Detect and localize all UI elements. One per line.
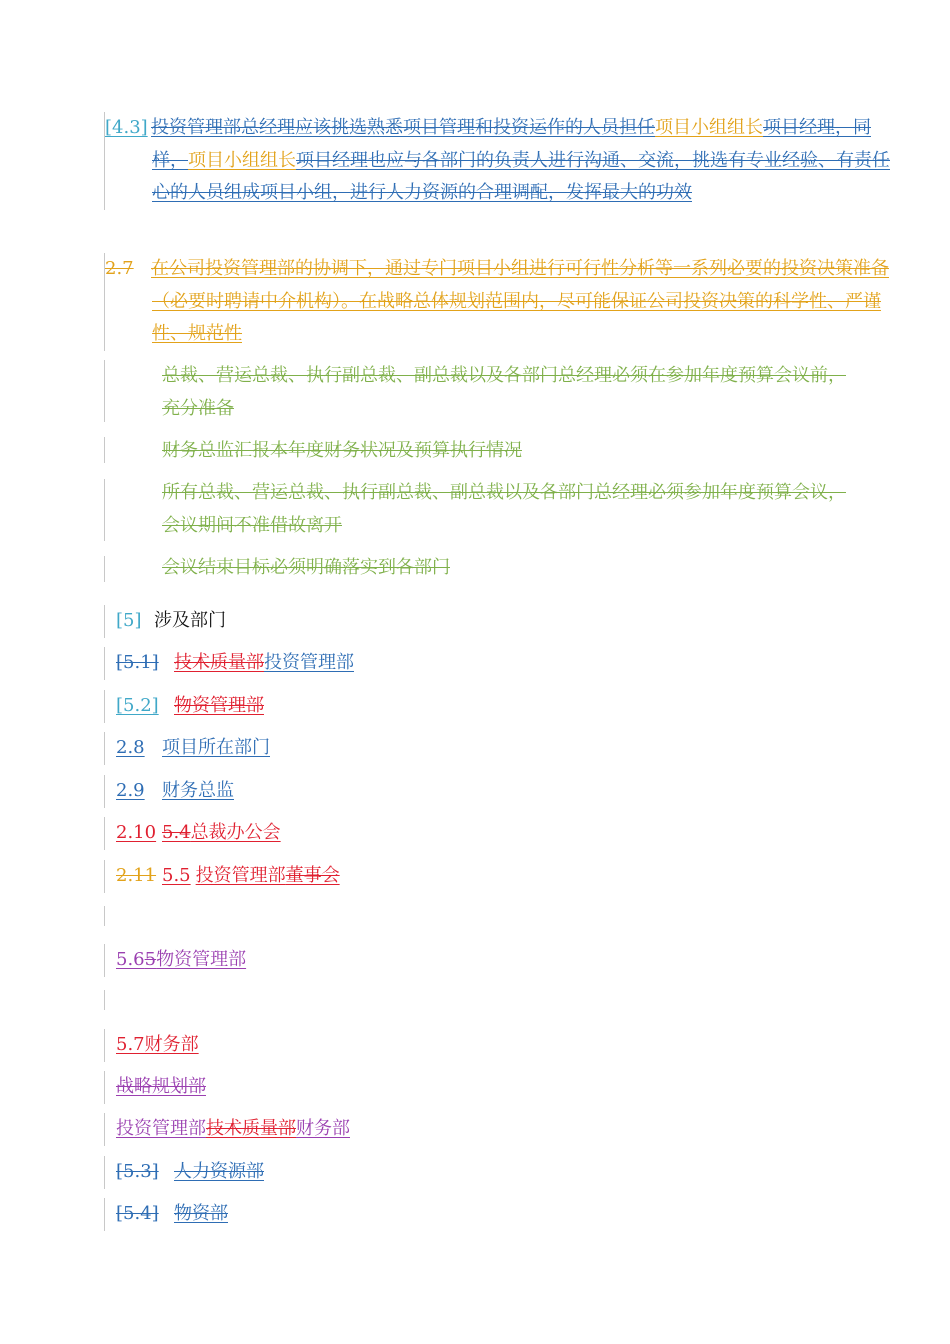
revision-text: 5.6 [116, 949, 145, 970]
revision-text: 项目经理，同样， [152, 117, 871, 171]
change-bar [104, 906, 105, 926]
revision-text: 物资管理部 [156, 949, 247, 970]
list-item-5-2 [104, 690, 866, 723]
list-item: 财务总监汇报本年度财务状况及预算执行情况 [162, 440, 522, 461]
list-item-5-7 [104, 1029, 866, 1062]
section-number: 2.9 [116, 780, 145, 801]
section-number: [5] [116, 610, 142, 631]
revision-text: 项目所在部门 [162, 737, 270, 758]
change-bar [104, 360, 105, 422]
section-number: [5.1] [116, 652, 159, 673]
change-bar [104, 556, 105, 582]
section-number: [5.3] [116, 1161, 159, 1182]
list-item-mixed [104, 1113, 866, 1146]
change-bar [104, 990, 105, 1010]
section-number: [4.3] [105, 117, 148, 138]
paragraph-4-3 [104, 112, 902, 210]
section-number: [5.2] [116, 695, 159, 716]
revision-text: 人力资源部 [174, 1161, 264, 1182]
revision-text: 投资管理部 [116, 1118, 206, 1139]
section-heading-5 [104, 605, 866, 638]
revision-text: 项目经理也应与各部门的负责人进行沟通、交流，挑选有专业经验、有责任心的人员组成项目小组，进行人力资源的合理调配，发挥最大的功效 [152, 149, 890, 203]
list-item: 所有总裁、营运总裁、执行副总裁、副总裁以及各部门总经理必须参加年度预算会议，会议期间不准借故离开 [162, 482, 846, 536]
revision-text: 技术质量部 [206, 1118, 296, 1139]
list-item-2-9 [104, 775, 866, 808]
revision-text: 总裁办公会 [190, 822, 281, 843]
revision-text: 在公司投资管理部的协调下，通过专门项目小组进行可行性分析等一系列必要的投资决策准备（必要时聘请中介机构）。在战略总体规划范围内，尽可能保证公司投资决策的科学性、严谨性、规范性 [151, 258, 889, 344]
list-item: 会议结束目标必须明确落实到各部门 [162, 557, 450, 578]
list-item-strategy [104, 1071, 866, 1104]
paragraph-2-7 [104, 253, 902, 351]
section-number: [5.4] [116, 1203, 159, 1224]
list-item-5-4 [104, 1198, 866, 1231]
revision-text: 战略规划部 [116, 1076, 206, 1097]
revision-text: 5.4 [162, 822, 191, 843]
revision-text: 技术质量部 [174, 652, 264, 673]
revision-text: 5 [144, 949, 157, 970]
list-item-5-6 [104, 944, 866, 977]
list-item-2-11 [104, 860, 866, 893]
list-item-5-1 [104, 647, 866, 680]
revision-text: 投资管理部 [264, 652, 354, 673]
list-item-2-10 [104, 817, 866, 850]
revision-text: 物资管理部 [174, 695, 264, 716]
list-item-2-8 [104, 732, 866, 765]
list-item: 总裁、营运总裁、执行副总裁、副总裁以及各部门总经理必须在参加年度预算会议前，充分准备 [162, 365, 846, 419]
revision-text: 董事会 [285, 865, 340, 886]
section-number: 2.7 [105, 258, 134, 279]
revision-text: 财务总监 [162, 780, 234, 801]
revision-text: 投资管理部 [195, 865, 286, 886]
change-bar [104, 437, 105, 463]
revision-text: 5.7财务部 [116, 1034, 199, 1055]
revision-text: 项目小组组长 [655, 117, 763, 138]
section-number: 2.10 [116, 822, 157, 843]
section-title: 涉及部门 [154, 610, 226, 631]
section-number: 2.8 [116, 737, 145, 758]
section-number: 2.11 [116, 865, 157, 886]
revision-text: 投资管理部总经理应该挑选熟悉项目管理和投资运作的人员担任 [151, 117, 655, 138]
revision-text: 5.5 [162, 865, 191, 886]
list-item-5-3 [104, 1156, 866, 1189]
revision-text: 项目小组组长 [188, 149, 296, 171]
change-bar [104, 479, 105, 541]
revision-text: 物资部 [174, 1203, 228, 1224]
revision-text: 财务部 [296, 1118, 350, 1139]
